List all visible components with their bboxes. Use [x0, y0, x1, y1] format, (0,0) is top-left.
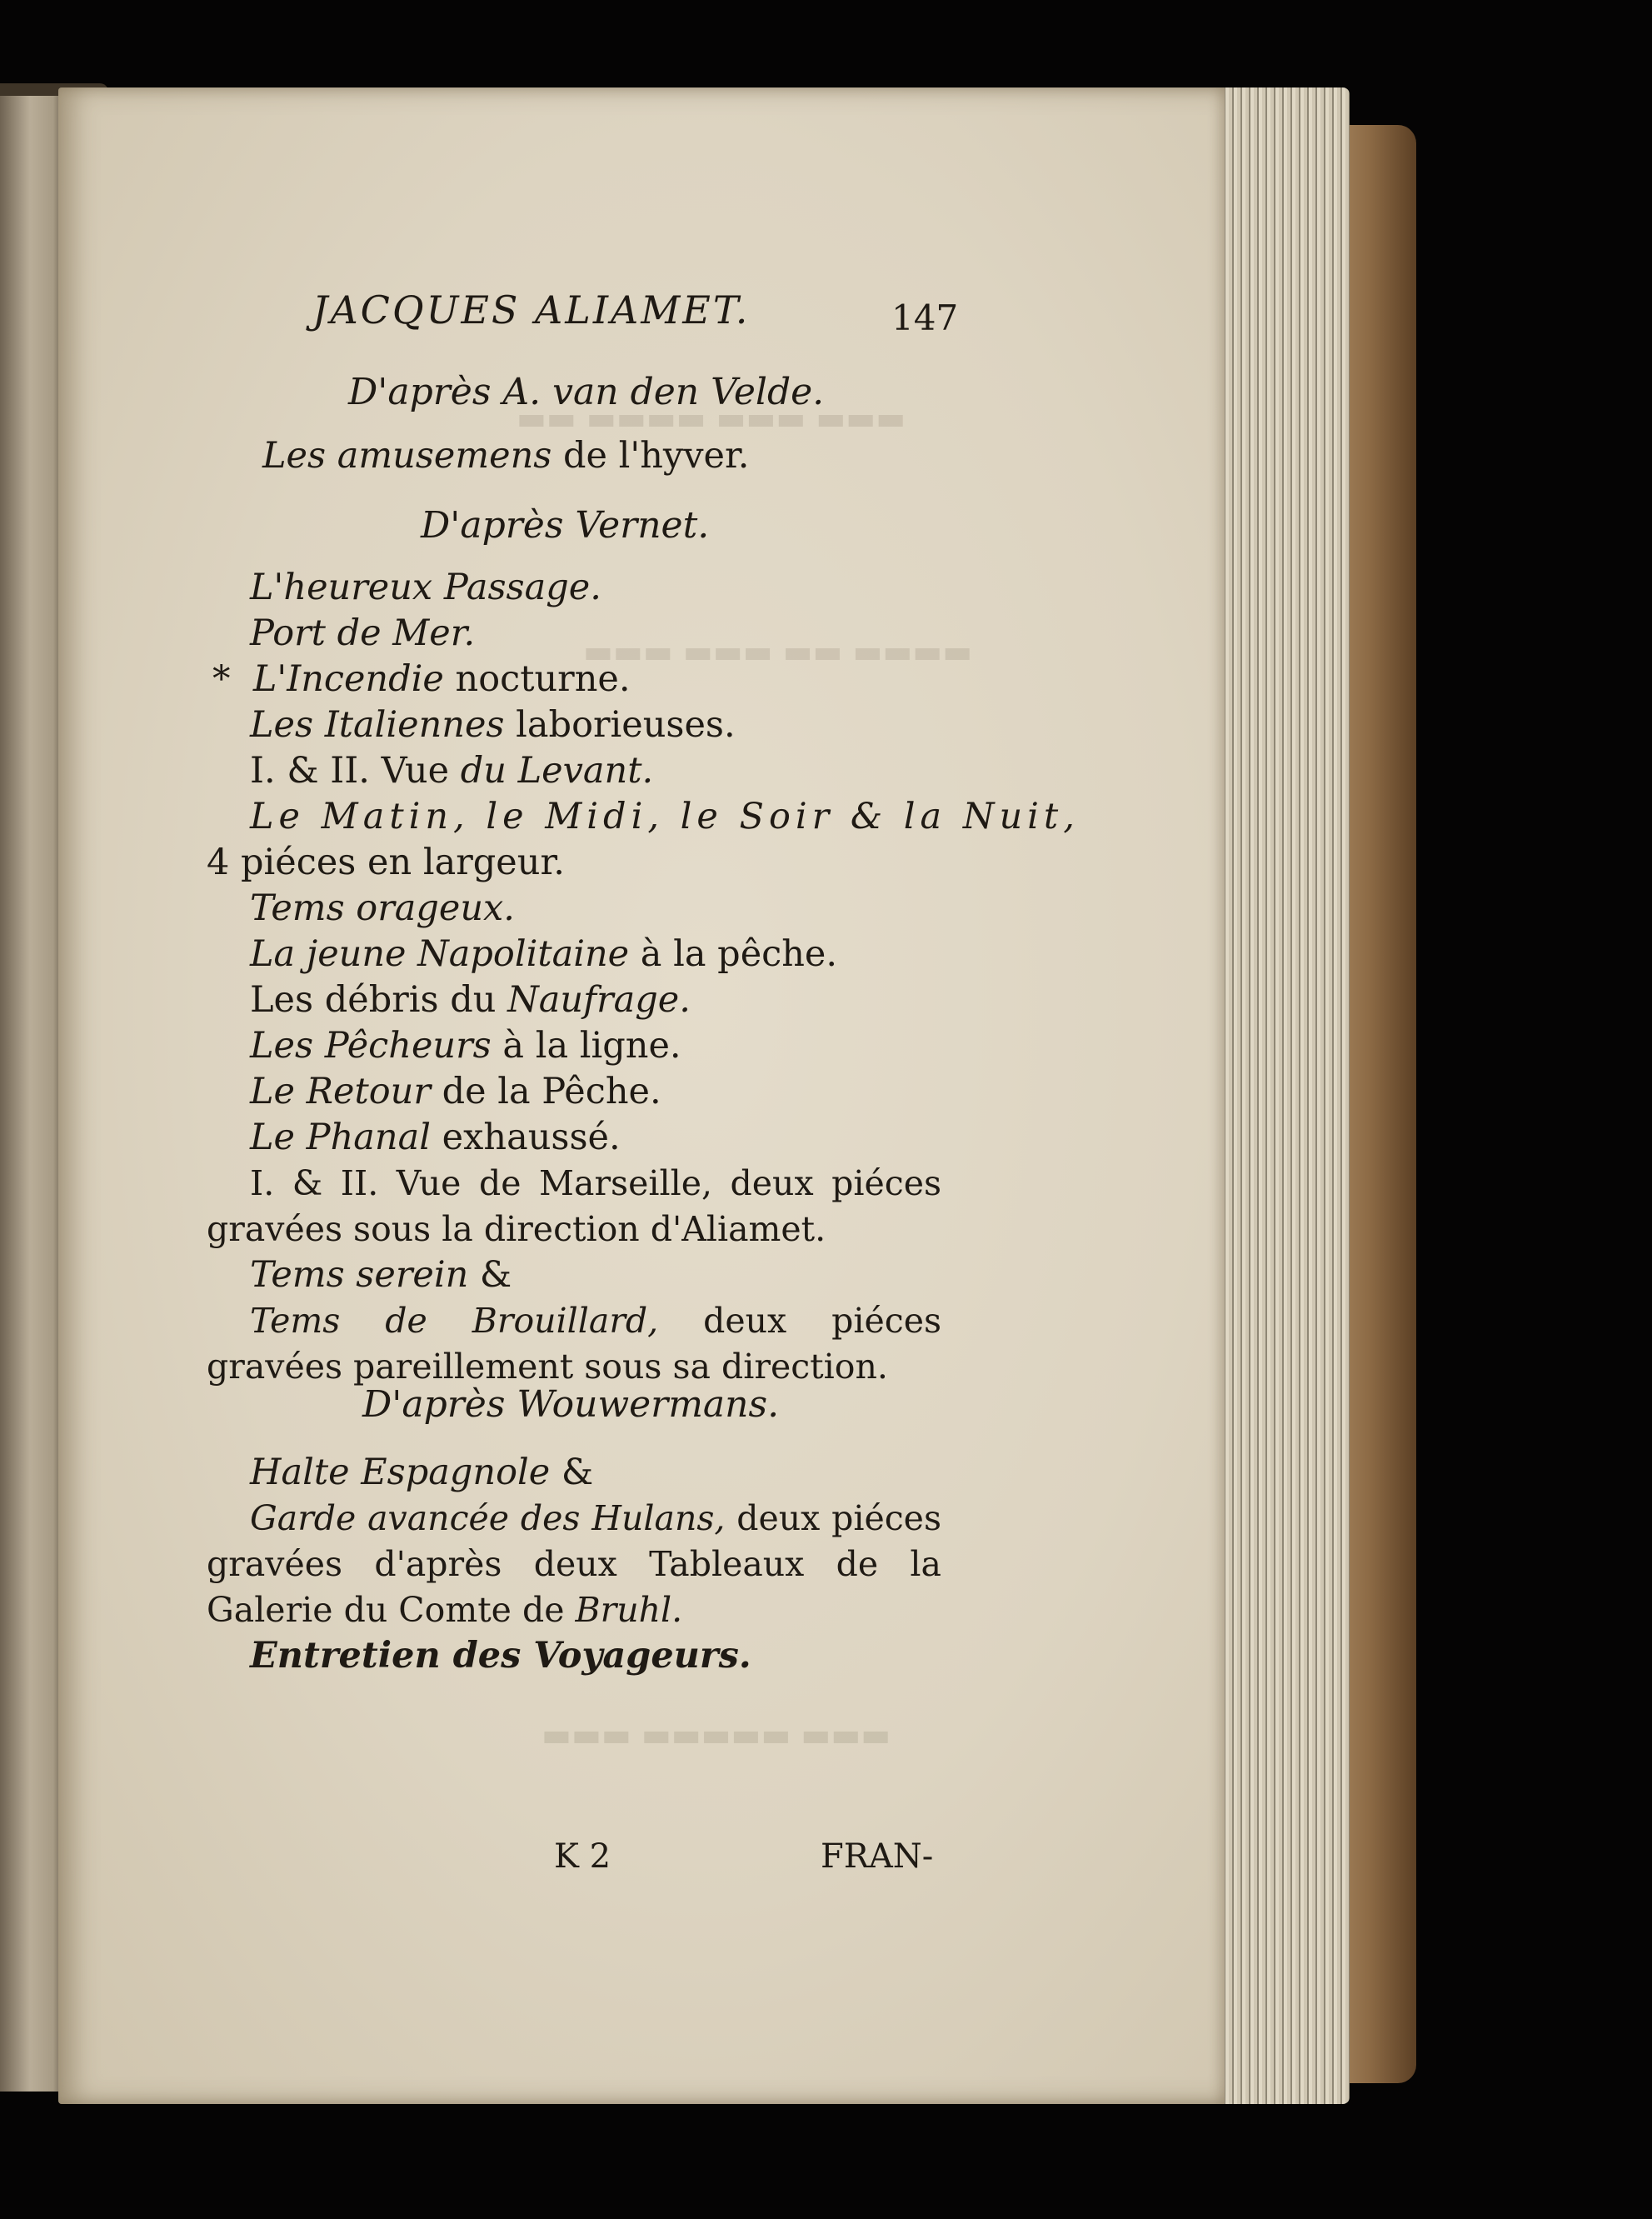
entry-line: I. & II. Vue du Levant. [250, 750, 654, 792]
entry-line: L'heureux Passage. [250, 567, 601, 608]
show-through-text: ▬▬▬ ▬▬▬ ▬▬▬▬ ▬▬ [517, 400, 906, 437]
section-heading: D'après Vernet. [421, 504, 710, 547]
entry-line: Halte Espagnole & [250, 1452, 594, 1493]
entry-line: Le Matin, le Midi, le Soir & la Nuit, [250, 796, 1080, 837]
entry-line: Les Pêcheurs à la ligne. [250, 1025, 681, 1067]
section-heading: D'après Wouwermans. [362, 1383, 780, 1426]
previous-page-edge [0, 96, 67, 2092]
entry-line: Le Phanal exhaussé. [250, 1117, 621, 1158]
show-through-text: ▬▬▬▬ ▬▬ ▬▬▬ ▬▬▬ [583, 633, 973, 670]
catchword: FRAN- [821, 1837, 934, 1876]
entry-paragraph: Tems de Brouillard, deux piéces gravées pareillement sous sa direction. [207, 1301, 941, 1387]
entry-line: Le Retour de la Pêche. [250, 1071, 661, 1112]
show-through-text: ▬▬▬ ▬▬▬▬▬ ▬▬▬ [542, 1717, 891, 1753]
entry-line: La jeune Napolitaine à la pêche. [250, 933, 838, 975]
entry-paragraph: Garde avancée des Hulans, deux piéces gravées d'après deux Tableaux de la Galerie du Comte de Bruhl. [207, 1498, 941, 1630]
entry-line: Tems orageux. [250, 887, 515, 929]
entry-line: 4 piéces en largeur. [207, 842, 565, 883]
signature-mark: K 2 [554, 1837, 611, 1876]
page-number: 147 [891, 297, 959, 338]
entry-line: Les Italiennes laborieuses. [250, 704, 736, 746]
asterisk-mark: * [212, 658, 231, 700]
entry-line: Entretien des Voyageurs. [250, 1635, 751, 1677]
page-stack-edges [1212, 87, 1350, 2104]
entry-line: Tems serein & [250, 1254, 512, 1296]
entry-paragraph: I. & II. Vue de Marseille, deux piéces gravées sous la direction d'Aliamet. [207, 1163, 941, 1249]
section-heading: D'après A. van den Velde. [348, 371, 825, 413]
entry-line: Les amusemens de l'hyver. [262, 435, 750, 477]
entry-line: * L'Incendie nocturne. [212, 658, 631, 700]
running-title: JACQUES ALIAMET. [312, 287, 751, 332]
entry-line: Les débris du Naufrage. [250, 979, 691, 1021]
entry-line: Port de Mer. [250, 612, 476, 654]
